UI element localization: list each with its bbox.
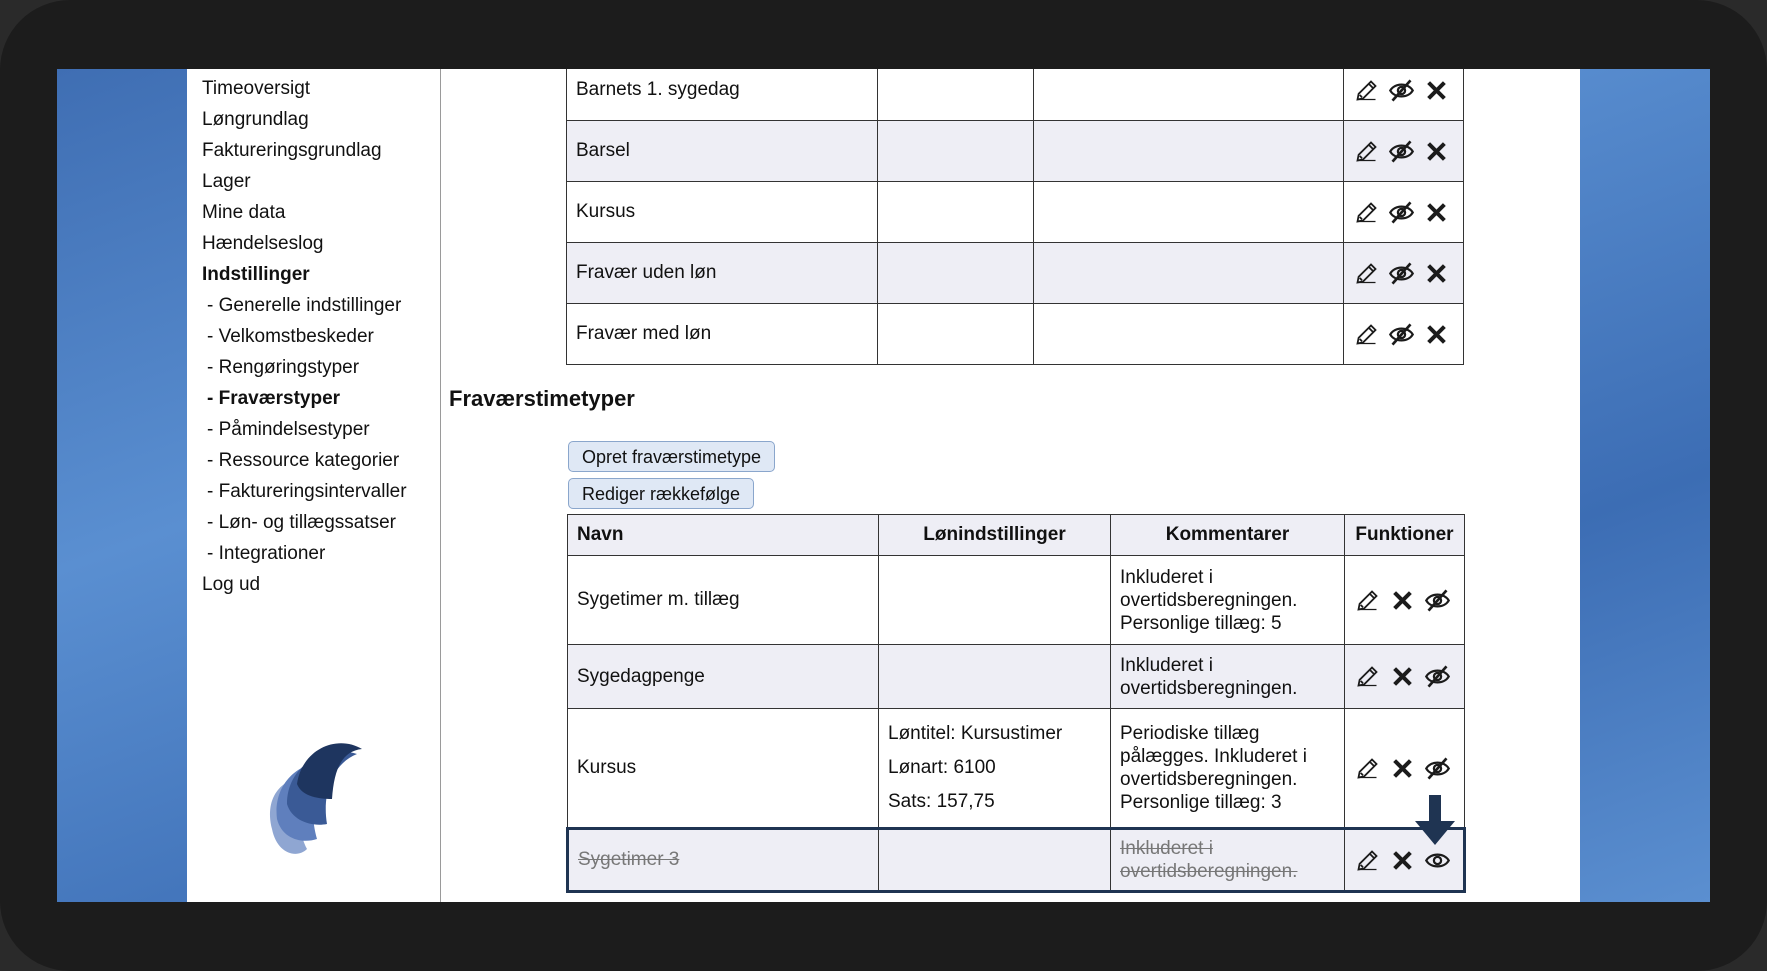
close-icon[interactable] <box>1389 663 1416 690</box>
table-row <box>567 182 1464 243</box>
absence-type-name: Fravær med løn <box>567 304 878 365</box>
row-salary <box>879 829 1111 892</box>
row-comments: Inkluderet i overtidsberegningen. Personlige tillæg: 5 <box>1111 556 1345 645</box>
row-name: Sygedagpenge <box>568 645 879 709</box>
sidebar-item-integrationer[interactable]: - Integrationer <box>207 543 326 564</box>
sidebar-item-fravaerstyper[interactable]: - Fraværstyper <box>207 388 341 409</box>
eye-slash-icon[interactable] <box>1388 199 1415 226</box>
sidebar-item-log-ud[interactable]: Log ud <box>202 574 261 595</box>
column-header-name: Navn <box>568 515 879 556</box>
row-name: Kursus <box>568 709 879 829</box>
row-salary <box>879 556 1111 645</box>
sidebar-item-rengoeringstyper[interactable]: - Rengøringstyper <box>207 357 360 378</box>
table-row <box>568 556 1465 645</box>
table-row <box>567 121 1464 182</box>
row-actions <box>1353 77 1454 104</box>
close-icon[interactable] <box>1423 77 1450 104</box>
sidebar-item-ressource-kategorier[interactable]: - Ressource kategorier <box>207 450 400 471</box>
close-icon[interactable] <box>1389 755 1416 782</box>
row-actions <box>1353 260 1454 287</box>
table-row <box>567 304 1464 365</box>
row-comments: Periodiske tillæg pålægges. Inkluderet i overtidsberegningen. Personlige tillæg: 3 <box>1111 709 1345 829</box>
row-actions <box>1354 587 1455 614</box>
table-row <box>567 69 1464 121</box>
row-salary <box>879 645 1111 709</box>
column-header-comments: Kommentarer <box>1111 515 1345 556</box>
eye-slash-icon[interactable] <box>1388 138 1415 165</box>
row-name: Sygetimer m. tillæg <box>568 556 879 645</box>
pencil-icon[interactable] <box>1353 199 1380 226</box>
sidebar-item-mine-data[interactable]: Mine data <box>202 202 286 223</box>
sidebar-nav <box>202 73 407 600</box>
table-row-hidden-highlighted <box>568 829 1465 892</box>
pencil-icon[interactable] <box>1354 755 1381 782</box>
eye-slash-icon[interactable] <box>1424 755 1451 782</box>
table-row <box>567 243 1464 304</box>
sidebar-item-velkomstbeskeder[interactable]: - Velkomstbeskeder <box>207 326 374 347</box>
row-salary: Løntitel: Kursustimer Lønart: 6100 Sats: 157,75 <box>879 709 1111 829</box>
row-actions <box>1353 199 1454 226</box>
sidebar-item-haendelseslog[interactable]: Hændelseslog <box>202 233 324 254</box>
table-row <box>568 709 1465 829</box>
sidebar-item-generelle-indstillinger[interactable]: - Generelle indstillinger <box>207 295 402 316</box>
sidebar-item-timeoversigt[interactable]: Timeoversigt <box>202 78 311 99</box>
close-icon[interactable] <box>1423 260 1450 287</box>
company-logo <box>232 709 392 889</box>
row-comments: Inkluderet i overtidsberegningen. <box>1111 645 1345 709</box>
eye-slash-icon[interactable] <box>1388 77 1415 104</box>
sidebar-item-paamindelsestyper[interactable]: - Påmindelsestyper <box>207 419 370 440</box>
eye-slash-icon[interactable] <box>1388 260 1415 287</box>
pencil-icon[interactable] <box>1353 77 1380 104</box>
absence-type-name: Barsel <box>567 121 878 182</box>
row-comments: Inkluderet i overtidsberegningen. <box>1111 829 1345 892</box>
screen <box>57 69 1710 902</box>
pencil-icon[interactable] <box>1354 587 1381 614</box>
pencil-icon[interactable] <box>1353 260 1380 287</box>
eye-slash-icon[interactable] <box>1424 587 1451 614</box>
pencil-icon[interactable] <box>1353 138 1380 165</box>
table-header-row <box>568 515 1465 556</box>
row-actions <box>1353 321 1454 348</box>
absence-type-name: Fravær uden løn <box>567 243 878 304</box>
pencil-icon[interactable] <box>1353 321 1380 348</box>
sidebar-item-faktureringsintervaller[interactable]: - Faktureringsintervaller <box>207 481 407 502</box>
column-header-salary: Lønindstillinger <box>879 515 1111 556</box>
sidebar-item-loen-og-tillaegssatser[interactable]: - Løn- og tillægssatser <box>207 512 397 533</box>
row-actions <box>1353 138 1454 165</box>
pencil-icon[interactable] <box>1354 847 1381 874</box>
create-absence-hour-type-button[interactable]: Opret fraværstimetype <box>568 441 775 472</box>
eye-slash-icon[interactable] <box>1388 321 1415 348</box>
close-icon[interactable] <box>1423 138 1450 165</box>
eye-slash-icon[interactable] <box>1424 663 1451 690</box>
row-actions <box>1354 755 1455 782</box>
column-header-functions: Funktioner <box>1345 515 1465 556</box>
absence-types-table <box>566 69 1464 365</box>
sidebar-item-loengrundlag[interactable]: Løngrundlag <box>202 109 309 130</box>
arrow-down-icon <box>1411 795 1459 851</box>
section-title: Fraværstimetyper <box>449 386 635 411</box>
page <box>187 69 1580 902</box>
sidebar-item-faktureringsgrundlag[interactable]: Faktureringsgrundlag <box>202 140 382 161</box>
table-row <box>568 645 1465 709</box>
main-content <box>441 69 1580 902</box>
sidebar <box>187 69 441 902</box>
row-name: Sygetimer 3 <box>568 829 879 892</box>
sidebar-item-lager[interactable]: Lager <box>202 171 251 192</box>
close-icon[interactable] <box>1389 587 1416 614</box>
sidebar-item-indstillinger[interactable]: Indstillinger <box>202 264 310 285</box>
edit-order-button[interactable]: Rediger rækkefølge <box>568 478 754 509</box>
pencil-icon[interactable] <box>1354 663 1381 690</box>
absence-type-name: Barnets 1. sygedag <box>567 69 878 121</box>
absence-type-name: Kursus <box>567 182 878 243</box>
close-icon[interactable] <box>1423 321 1450 348</box>
absence-hour-types-table <box>566 514 1466 893</box>
close-icon[interactable] <box>1423 199 1450 226</box>
row-actions <box>1354 663 1455 690</box>
